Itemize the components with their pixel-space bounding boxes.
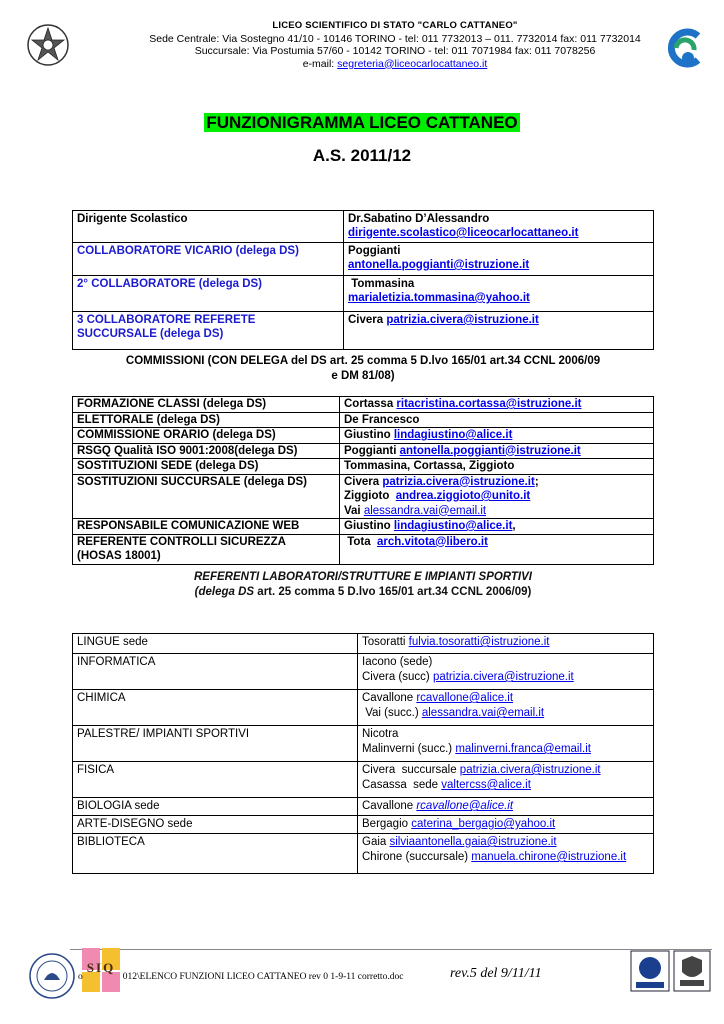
commissioni-table [72, 396, 654, 565]
footer-divider [70, 949, 712, 950]
siq-letters: SIQ [86, 960, 116, 975]
table-row [73, 726, 654, 762]
role-cell: CHIMICA [73, 690, 358, 726]
table-row [73, 762, 654, 798]
table-row [73, 816, 654, 834]
email-link[interactable]: patrizia.civera@istruzione.it [386, 314, 539, 326]
school-logo-icon [664, 26, 708, 74]
email-link[interactable]: lindagiustino@alice.it [393, 429, 513, 441]
person-cell: Tommasina marialetizia.tommasina@yahoo.it [344, 276, 654, 312]
person-cell: Cortassa ritacristina.cortassa@istruzione.it [340, 397, 654, 413]
role-cell: ELETTORALE (delega DS) [73, 412, 340, 428]
person-cell: Civera succursale patrizia.civera@istruzione.it Casassa sede valtercss@alice.it [358, 762, 654, 798]
seal-icon [28, 952, 76, 1000]
footer-filename: o 012\ELENCO FUNZIONI LICEO CATTANEO rev 0 1-9-11 corretto.doc [78, 972, 404, 982]
email-link[interactable]: alessandra.vai@email.it [363, 504, 487, 517]
role-cell: ARTE-DISEGNO sede [73, 816, 358, 834]
table-row [73, 474, 654, 519]
email-link[interactable]: andrea.ziggioto@unito.it [395, 490, 531, 502]
email-link[interactable]: dirigente.scolastico@liceocarlocattaneo.it [348, 227, 579, 239]
role-cell: REFERENTE CONTROLLI SICUREZZA (HOSAS 18001) [73, 534, 340, 564]
siq-logo [80, 946, 122, 994]
role-cell: LINGUE sede [73, 634, 358, 654]
email-link[interactable]: marialetizia.tommasina@yahoo.it [348, 292, 530, 304]
email-link[interactable]: antonella.poggianti@istruzione.it [399, 444, 581, 457]
role-cell: INFORMATICA [73, 654, 358, 690]
role-cell: BIOLOGIA sede [73, 798, 358, 816]
header-email-line: e-mail: segreteria@liceocarlocattaneo.it [302, 57, 488, 70]
email-link[interactable]: arch.vitota@libero.it [377, 535, 488, 548]
table-row [73, 798, 654, 816]
person-cell: Civera patrizia.civera@istruzione.it; Ziggioto andrea.ziggioto@unito.it Vai alessandra.vai@email.it [340, 474, 654, 519]
table-row [73, 428, 654, 444]
school-name: LICEO SCIENTIFICO DI STATO "CARLO CATTANEO" [272, 20, 518, 31]
role-cell: PALESTRE/ IMPIANTI SPORTIVI [73, 726, 358, 762]
republic-emblem-icon [26, 22, 70, 68]
role-cell: 2° COLLABORATORE (delega DS) [73, 276, 344, 312]
person-cell: Nicotra Malinverni (succ.) malinverni.franca@email.it [358, 726, 654, 762]
email-link[interactable]: patrizia.civera@istruzione.it [432, 671, 574, 683]
certification-logo-icon [630, 950, 712, 992]
role-cell: COMMISSIONE ORARIO (delega DS) [73, 428, 340, 444]
person-cell: Giustino lindagiustino@alice.it [340, 428, 654, 444]
email-link[interactable]: fulvia.tosoratti@istruzione.it [408, 636, 550, 648]
role-cell: FISICA [73, 762, 358, 798]
header-line-1: Sede Centrale: Via Sostegno 41/10 - 10146 TORINO - tel: 011 7732013 – 011. 7732014 fax: 011 7732014 [149, 32, 641, 45]
person-cell: Cavallone rcavallone@alice.it Vai (succ.) alessandra.vai@email.it [358, 690, 654, 726]
table-row [73, 443, 654, 459]
person-cell: De Francesco [340, 412, 654, 428]
table-row [73, 312, 654, 350]
person-cell: Poggianti antonella.poggianti@istruzione.it [340, 443, 654, 459]
person-cell: Dr.Sabatino D’Alessandro dirigente.scolastico@liceocarlocattaneo.it [344, 211, 654, 243]
leadership-table [72, 210, 654, 350]
email-link[interactable]: patrizia.civera@istruzione.it [382, 475, 535, 488]
email-link[interactable]: manuela.chirone@istruzione.it [471, 851, 627, 863]
person-cell: Tommasina, Cortassa, Ziggioto [340, 459, 654, 475]
table-row [73, 459, 654, 475]
table-row [73, 534, 654, 564]
referenti-heading: REFERENTI LABORATORI/STRUTTURE E IMPIANTI SPORTIVI (delega DS art. 25 comma 5 D.lvo 165/01 art.34 CCNL 2006/09) [194, 571, 532, 598]
page-title: FUNZIONIGRAMMA LICEO CATTANEO [206, 113, 518, 132]
role-cell: RSGQ Qualità ISO 9001:2008(delega DS) [73, 443, 340, 459]
email-link[interactable]: malinverni.franca@email.it [455, 743, 591, 755]
person-cell: Bergagio caterina_bergagio@yahoo.it [358, 816, 654, 834]
table-row [73, 634, 654, 654]
person-cell: Gaia silviaantonella.gaia@istruzione.it Chirone (succursale) manuela.chirone@istruzione.it [358, 834, 654, 874]
table-row [73, 834, 654, 874]
table-row [73, 211, 654, 243]
person-cell: Giustino lindagiustino@alice.it, [340, 519, 654, 535]
table-row [73, 243, 654, 276]
table-row [73, 276, 654, 312]
school-header [130, 20, 660, 70]
role-cell: FORMAZIONE CLASSI (delega DS) [73, 397, 340, 413]
email-link[interactable]: valtercss@alice.it [441, 779, 531, 791]
header-line-2: Succursale: Via Postumia 57/60 - 10142 TORINO - tel: 011 7071984 fax: 011 7078256 [194, 45, 596, 57]
table-row [73, 519, 654, 535]
email-link[interactable]: lindagiustino@alice.it [393, 520, 513, 532]
table-row [73, 690, 654, 726]
person-cell: Civera patrizia.civera@istruzione.it [344, 312, 654, 350]
role-cell: RESPONSABILE COMUNICAZIONE WEB [73, 519, 340, 535]
person-cell: Iacono (sede) Civera (succ) patrizia.civera@istruzione.it [358, 654, 654, 690]
email-link[interactable]: patrizia.civera@istruzione.it [459, 764, 601, 776]
table-row [73, 412, 654, 428]
footer-revision: rev.5 del 9/11/11 [450, 966, 542, 981]
email-link[interactable]: ritacristina.cortassa@istruzione.it [396, 398, 582, 410]
table-row [73, 397, 654, 413]
person-cell: Poggianti antonella.poggianti@istruzione.it [344, 243, 654, 276]
role-cell: SOSTITUZIONI SUCCURSALE (delega DS) [73, 474, 340, 519]
role-cell: 3 COLLABORATORE REFERETE SUCCURSALE (delega DS) [73, 312, 344, 350]
role-cell: Dirigente Scolastico [73, 211, 344, 243]
email-link[interactable]: rcavallone@alice.it [416, 800, 514, 812]
role-cell: BIBLIOTECA [73, 834, 358, 874]
table-row [73, 654, 654, 690]
email-link[interactable]: alessandra.vai@email.it [421, 707, 545, 719]
email-link[interactable]: silviaantonella.gaia@istruzione.it [389, 836, 557, 848]
email-link[interactable]: antonella.poggianti@istruzione.it [348, 259, 530, 271]
role-cell: SOSTITUZIONI SEDE (delega DS) [73, 459, 340, 475]
commissioni-heading: COMMISSIONI (CON DELEGA del DS art. 25 comma 5 D.lvo 165/01 art.34 CCNL 2006/09 e DM 81/08) [125, 355, 601, 382]
referenti-table [72, 633, 654, 874]
role-cell: COLLABORATORE VICARIO (delega DS) [73, 243, 344, 276]
header-email-link[interactable]: segreteria@liceocarlocattaneo.it [337, 57, 488, 70]
person-cell: Cavallone rcavallone@alice.it [358, 798, 654, 816]
school-year: A.S. 2011/12 [312, 146, 412, 165]
email-link[interactable]: rcavallone@alice.it [416, 692, 514, 704]
person-cell: Tota arch.vitota@libero.it [340, 534, 654, 564]
person-cell: Tosoratti fulvia.tosoratti@istruzione.it [358, 634, 654, 654]
email-link[interactable]: caterina_bergagio@yahoo.it [411, 818, 556, 830]
